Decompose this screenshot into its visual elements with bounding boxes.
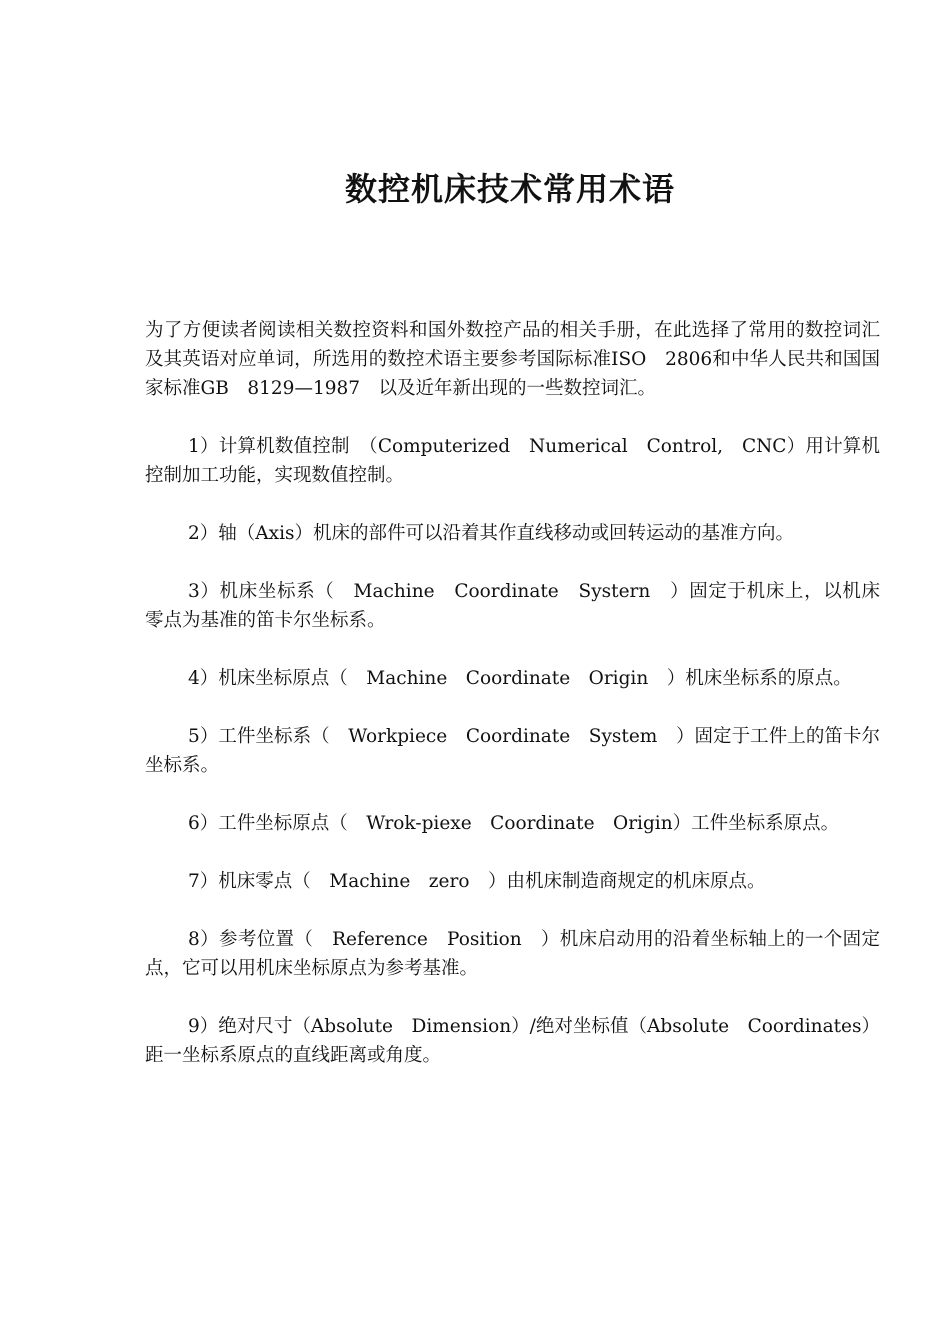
term-7: 7）机床零点（ Machine zero ）由机床制造商规定的机床原点。 bbox=[188, 871, 766, 892]
term-3: 3）机床坐标系（ Machine Coordinate Systern ）固定于机床上，以机床零点为基准的笛卡尔坐标系。 bbox=[145, 581, 880, 631]
term-6: 6）工件坐标原点（ Wrok-piexe Coordinate Origin）工件坐标系原点。 bbox=[188, 813, 840, 834]
intro-paragraph: 为了方便读者阅读相关数控资料和国外数控产品的相关手册，在此选择了常用的数控词汇及其英语对应单词，所选用的数控术语主要参考国际标准ISO 2806和中华人民共和国国家标准GB 8129—1987 以及近年新出现的一些数控词汇。 bbox=[145, 320, 880, 399]
term-4: 4）机床坐标原点（ Machine Coordinate Origin ）机床坐标系的原点。 bbox=[188, 668, 852, 689]
term-5: 5）工件坐标系（ Workpiece Coordinate System ）固定于工件上的笛卡尔坐标系。 bbox=[145, 726, 880, 776]
term-9: 9）绝对尺寸（Absolute Dimension）/绝对坐标值（Absolute Coordinates）距一坐标系原点的直线距离或角度。 bbox=[145, 1016, 880, 1066]
document-title: 数控机床技术常用术语 bbox=[344, 170, 675, 209]
term-2: 2）轴（Axis）机床的部件可以沿着其作直线移动或回转运动的基准方向。 bbox=[188, 523, 794, 544]
term-8: 8）参考位置（ Reference Position ）机床启动用的沿着坐标轴上的一个固定点，它可以用机床坐标原点为参考基准。 bbox=[145, 929, 880, 979]
term-1: 1）计算机数值控制 （Computerized Numerical Control, CNC）用计算机控制加工功能，实现数值控制。 bbox=[145, 436, 880, 486]
document-body bbox=[145, 316, 880, 1070]
